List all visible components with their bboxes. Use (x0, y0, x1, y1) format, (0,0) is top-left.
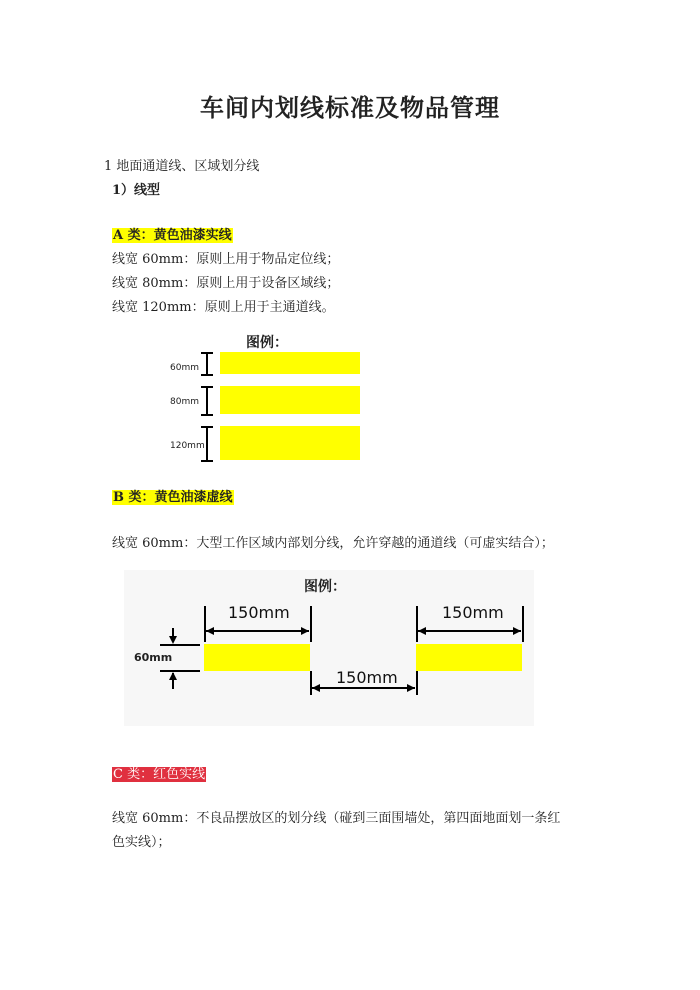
arrow-left-icon (418, 627, 426, 635)
ext-line (160, 670, 200, 672)
ext-line (522, 606, 524, 642)
ext-line (204, 606, 206, 642)
dim-line (206, 630, 309, 632)
dim-tick (201, 460, 213, 462)
figure-a (168, 328, 363, 468)
dim-label-60: 60mm (170, 363, 199, 373)
dim-line-120 (206, 426, 208, 460)
class-b-label: B 类：黄色油漆虚线 (113, 490, 233, 505)
class-b-desc: 线宽 60mm：大型工作区域内部划分线，允许穿越的通道线（可虚实结合）； (112, 536, 554, 551)
class-a-label: A 类：黄色油漆实线 (113, 228, 232, 243)
yellow-solid-line-80 (220, 386, 360, 414)
arrow-right-icon (407, 684, 415, 692)
figure-b-title: 图例： (304, 579, 346, 595)
dim-line-80 (206, 386, 208, 414)
arrow-down-icon (169, 636, 177, 644)
sub-heading: 1）线型 (112, 183, 161, 198)
ext-line (310, 606, 312, 642)
yellow-dash-2 (416, 644, 522, 671)
page-title: 车间内划线标准及物品管理 (200, 93, 500, 122)
class-a-line-3: 线宽 120mm：原则上用于主通道线。 (112, 300, 335, 315)
class-a-line-1: 线宽 60mm：原则上用于物品定位线； (112, 252, 340, 267)
arrow-up-icon (169, 672, 177, 680)
yellow-dash-1 (204, 644, 310, 671)
section-heading: 1 地面通道线、区域划分线 (104, 159, 260, 174)
class-c-desc-2: 色实线）； (112, 835, 171, 850)
dim-line (418, 630, 521, 632)
dim-tick (201, 374, 213, 376)
class-a-line-2: 线宽 80mm：原则上用于设备区域线； (112, 276, 340, 291)
dim-line-60 (206, 352, 208, 374)
dim-dash-left: 150mm (228, 603, 290, 622)
dim-label-120: 120mm (170, 441, 205, 451)
ext-line (416, 606, 418, 642)
dim-tick (201, 414, 213, 416)
class-c-desc-1: 线宽 60mm：不良品摆放区的划分线（碰到三面围墙处，第四面地面划一条红 (112, 811, 561, 826)
figure-b (124, 570, 534, 726)
ext-line (160, 644, 200, 646)
ext-line (416, 671, 418, 695)
dim-label-80: 80mm (170, 397, 199, 407)
arrow-right-icon (301, 627, 309, 635)
dim-tick (201, 426, 213, 428)
yellow-solid-line-120 (220, 426, 360, 460)
arrow-right-icon (513, 627, 521, 635)
arrow-left-icon (312, 684, 320, 692)
dim-dash-right: 150mm (442, 603, 504, 622)
class-b-label-wrap (112, 489, 234, 507)
dim-line (312, 687, 415, 689)
dim-tick (201, 386, 213, 388)
figure-a-title: 图例： (246, 335, 288, 351)
class-c-label-wrap (112, 766, 206, 784)
yellow-solid-line-60 (220, 352, 360, 374)
dim-gap: 150mm (336, 668, 398, 687)
class-c-label: C 类：红色实线 (113, 767, 206, 782)
dim-tick (201, 352, 213, 354)
class-a-label-wrap (112, 227, 233, 245)
dim-width: 60mm (134, 651, 173, 664)
arrow-left-icon (206, 627, 214, 635)
